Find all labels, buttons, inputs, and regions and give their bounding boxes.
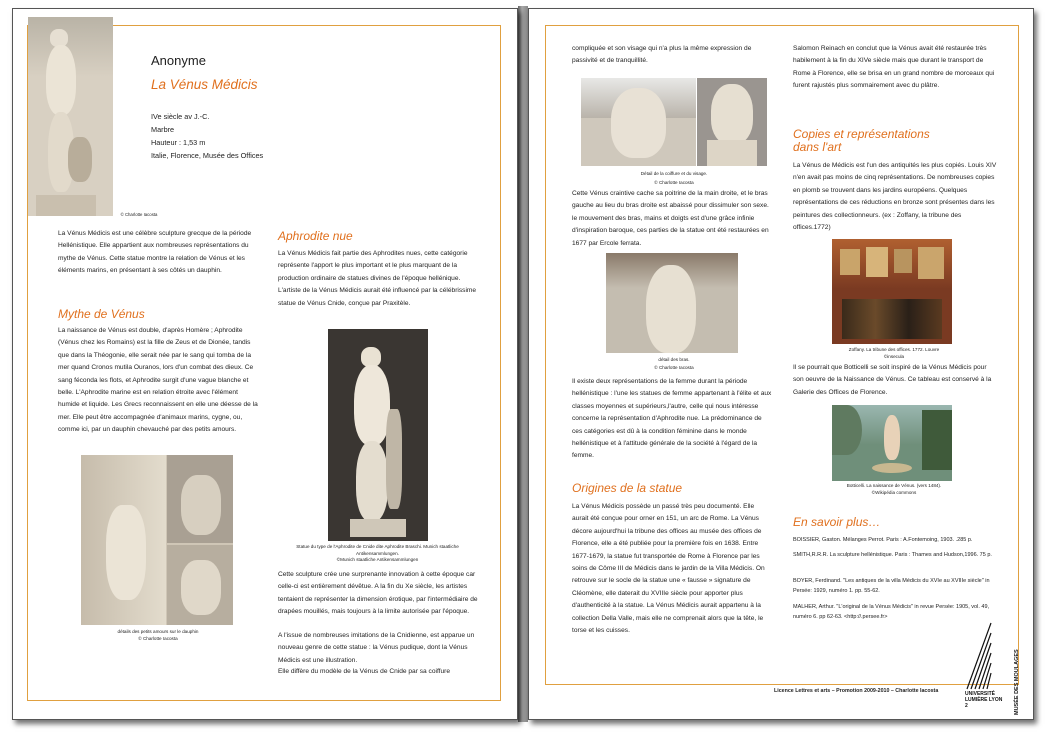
copies-heading-line1: Copies et représentations	[793, 127, 930, 141]
university-logo-text: UNIVERSITÉ LUMIÈRE LYON 2	[965, 691, 1003, 709]
mythe-heading: Mythe de Vénus	[58, 307, 145, 321]
aphrodite-heading: Aphrodite nue	[278, 229, 353, 243]
head-detail-photo	[581, 78, 696, 166]
biblio-entry: SMITH,R.R.R. La sculpture hellénistique. Paris : Thames and Hudson,1996. 75 p.	[793, 552, 992, 558]
arms-caption: détail des bras.	[658, 357, 690, 362]
col2-text1: Salomon Reinach en conclut que la Vénus avait été restaurée très habilement à la fin du XIVe siècle mais que durant le transport de Rome à Florence, elle se brisa en un grand nombre de morceaux qui furent rajustés plus sommairement avec du plâtre.	[793, 45, 995, 90]
copies-heading-line2: dans l'art	[793, 140, 842, 154]
aphrodite-text3: A l'issue de nombreuses imitations de la Cnidienne, est apparue un nouveau genre de cette statue : la Vénus pudique, dont la Vénus Médicis est une illustration.	[278, 632, 475, 664]
musee-logo	[1010, 629, 1022, 719]
copies-text: La Vénus de Médicis est l'un des antiquités les plus copiés. Louis XIV n'en avait pas moins de cinq représentations. De nombreuses copies en plomb se trouvent dans les jardins européens. Quelques représentations de ces réductions en bronze sont présentes dans les peintures des collectionneurs. (ex : Zoffany, la tribune des offices.1772)	[793, 162, 997, 232]
venus-photo	[28, 17, 113, 216]
right-page	[528, 8, 1034, 720]
arms-detail-photo	[606, 253, 738, 353]
dolphin-credit: © Charlotte Iacosta	[138, 636, 178, 641]
arms-credit: © Charlotte Iacosta	[654, 365, 694, 370]
left-page	[12, 8, 518, 720]
head-credit: © Charlotte Iacosta	[654, 180, 694, 185]
dolphin-caption: détails des petits amours sur le dauphin	[117, 629, 199, 634]
biblio-entry: BOISSIER, Gaston. Mélanges Perrot. Paris : A.Fontemoing, 1903. .285 p.	[793, 537, 973, 543]
page-title: La Vénus Médicis	[151, 77, 258, 92]
aphrodite-text: La Vénus Médicis fait partie des Aphrodites nues, cette catégorie représente l'apport le plus important et le plus marquant de la production ordinaire de statues divines de l'époque hellénique. L'artiste de la Vénus Médicis aurait été influencé par la célébrissime statue de Vénus Cnide, conçue par Praxitèle.	[278, 250, 477, 307]
zoffany-caption: Zoffany. La tribune des offices. 1772. Louvre	[848, 347, 940, 352]
col1-text1: compliquée et son visage qui n'a plus la même expression de passivité et de tranquillité.	[572, 45, 752, 65]
botticelli-painting	[832, 405, 952, 481]
origines-text: La Vénus Médicis possède un passé très peu documenté. Elle aurait été conçue pour orner en 151, un arc de Rome. La Vénus décore aujourd'hui la tribune des offices au musée des offices de Florence, elle a été publiée pour la première fois en 1638. Entre 1677-1679, la statue fut transportée de Rome à Florence par les soins de Côme III de Médicis dans le jardin de la Villa Médicis. On retrouve sur le socle de la statue une « fausse » signature de Cléomène, elle daterait du XVIIIe siècle pour apporter plus d'authenticité à la statue. La Vénus Médicis aurait appartenu à la collection Della Valle, mais elle ne comprenait alors que la tête, le torse et les cuisses.	[572, 503, 765, 635]
dolphin-detail-photo	[81, 455, 233, 625]
header-photo-credit: © Charlotte Iacosta	[120, 212, 158, 217]
author: Anonyme	[151, 53, 206, 68]
braschi-photo	[328, 329, 428, 541]
mythe-text: La naissance de Vénus est double, d'après Homère ; Aphrodite (Vénus chez les Romains) est la fille de Zeus et de Dionée, tandis que dans la Théogonie, elle serait née par le sang qui tomba de la mer quand Cronos mutila Ouranos, lors d'un combat des dieux. Ce sang féconda les flots, et Aphrodite surgit d'une vague blanche et belle. L'Aphrodite marine est en relation étroite avec l'élément humide et liquide. Les Grecs reconnaissent en elle une déesse de la mer. Elle peut être accompagnée d'animaux marins, cygne, ou, comme ici, par un dauphin chevauché par des petits amours.	[58, 327, 258, 434]
zoffany-painting	[832, 239, 952, 344]
biblio-heading: En savoir plus…	[793, 515, 881, 529]
musee-logo-text: MUSÉE DES MOULAGES	[1014, 649, 1020, 715]
book-gutter	[518, 6, 528, 722]
braschi-credit: ©Munich staatliche Antikensammlungen	[336, 557, 419, 562]
height-info: Hauteur : 1,53 m	[151, 138, 206, 147]
col1-text3: Il existe deux représentations de la femme durant la période hellénistique : l'une les statues de femme appartenant à l'élite et aux classes moyennes et supérieurs,l'autre, celle qui nous intéresse concerne la représentation d'Aphrodite nue. La prédominance de ces catégories est dû à la condition féminine dans le monde hellénistique et à l'attitude générale de la société à l'égard de la femme.	[572, 378, 772, 460]
aphrodite-text4: Elle diffère du modèle de la Vénus de Cnide par sa coiffure	[278, 668, 451, 675]
braschi-caption: Statue du type de l'Aphrodite de Cnide dite Aphrodite Braschi. Munich staatliche Antikensammlungen.	[296, 544, 459, 556]
biblio-entry: BOYER, Ferdinand. "Les antiques de la villa Médicis du XVIe au XVIIIe siècle" in Persée: 1929, numéro 1. pp. 55-62.	[793, 578, 990, 594]
biblio-entry: MALHER, Arthur. "L'original de la Vénus Médicis" in revue Persée: 1905, vol. 49, numéro 6. pp 62-63. <http://.persee.fr>	[793, 604, 990, 620]
university-logo	[965, 621, 1003, 717]
origines-heading: Origines de la statue	[572, 481, 683, 495]
zoffany-credit: ©insecula	[883, 354, 905, 359]
footer-text: Licence Lettres et arts – Promotion 2009-2010 – Charlotte Iacosta	[774, 688, 939, 694]
intro-text: La Vénus Médicis est une célèbre sculpture grecque de la période Hellénistique. Elle appartient aux nombreuses représentations du mythe de Vénus. Cette statue montre la relation de Vénus et les éléments marins, en présentant à ses côtés un dauphin.	[58, 230, 252, 275]
century: IVe siècle av J.-C.	[151, 112, 210, 121]
material: Marbre	[151, 125, 175, 134]
botticelli-credit: ©Wikipédia commons	[871, 490, 917, 495]
aphrodite-text2: Cette sculpture crée une surprenante innovation à cette époque car celle-ci est entièrement dévêtue. A la fin du Xe siècle, les artistes tentaient de représenter la dimension érotique, par l'intermédiaire de drapées mouillés, mais toujours à la limite autorisée par l'époque.	[278, 571, 478, 616]
face-detail-photo	[697, 78, 767, 166]
copies-text2: Il se pourrait que Botticelli se soit inspiré de la Vénus Médicis pour son oeuvre de la Naissance de Vénus. Ce tableau est conservé à la Galerie des Offices de Florence.	[793, 364, 992, 396]
botticelli-caption: Botticelli. La naissance de Vénus. (vers 1484).	[846, 483, 942, 488]
location: Italie, Florence, Musée des Offices	[151, 151, 264, 160]
head-caption: Détail de la coiffure et du visage.	[640, 171, 708, 176]
col1-text2: Cette Vénus craintive cache sa poitrine de la main droite, et le bras gauche au lieu du bras droite est abaissé pour dissimuler son sexe. le mouvement des bras, mains et doigts est d'une grâce infinie d'inspiration baroque, ces parties de la statue ont été restaurées en 1677 par Ercole ferrata.	[572, 190, 769, 247]
